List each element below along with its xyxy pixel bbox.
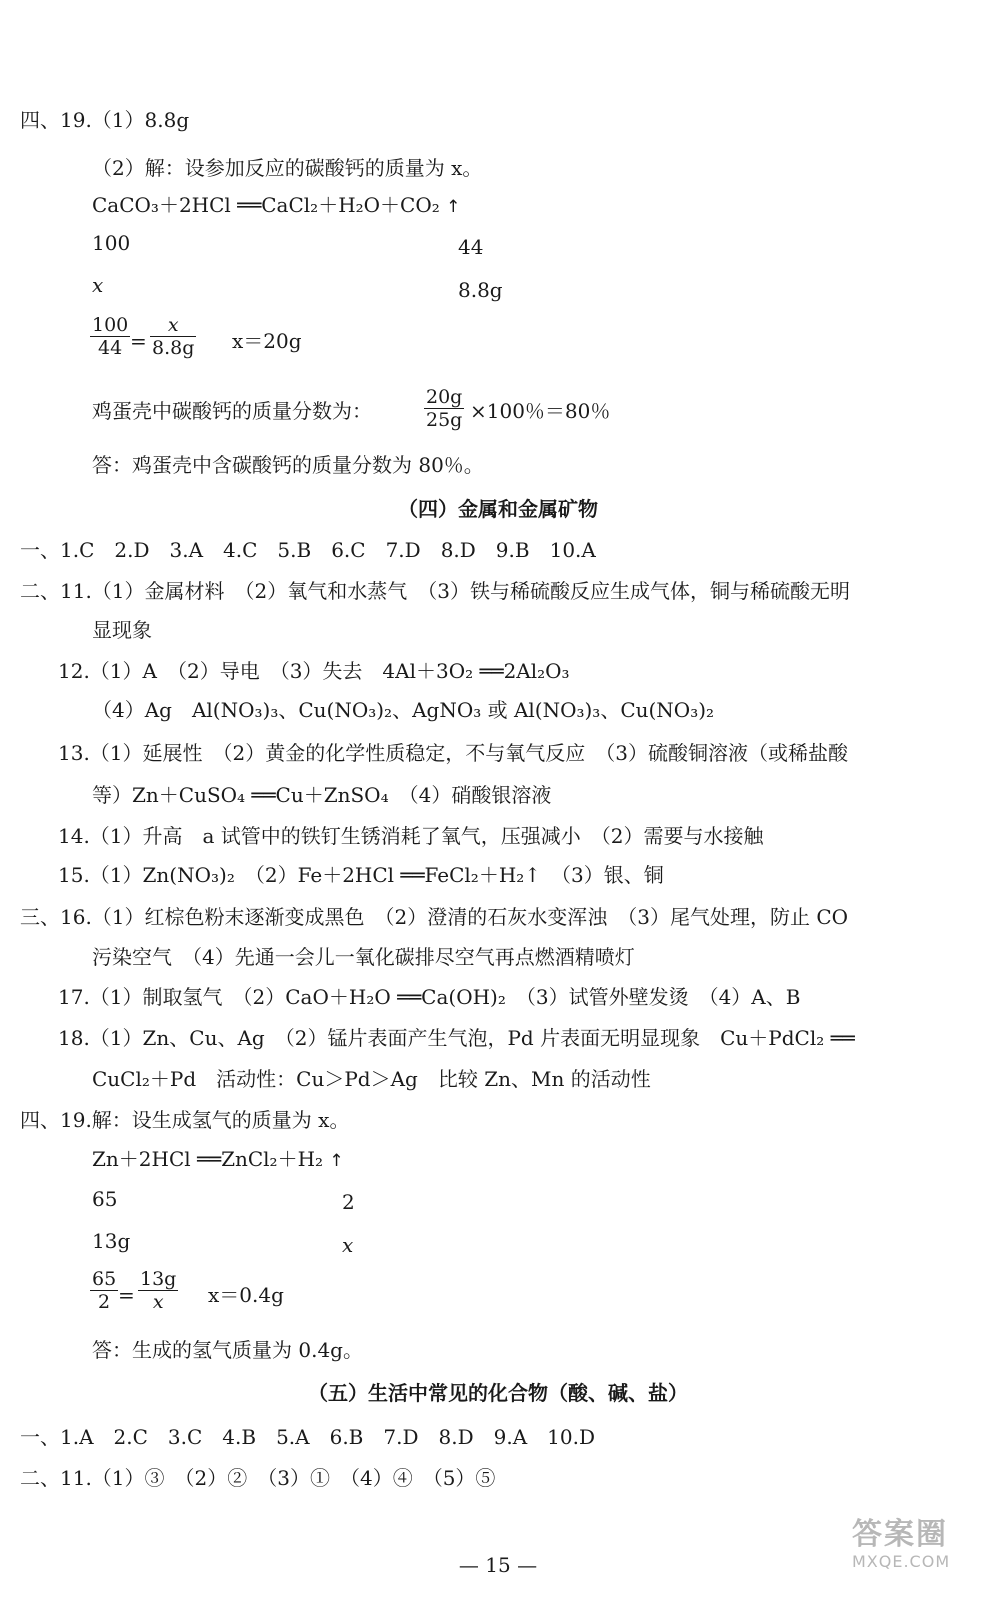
- q19-zn-intro: 四、19.解：设生成氢气的质量为 x。: [20, 1108, 350, 1132]
- watermark-logo: [852, 1518, 982, 1578]
- q16-line-2: 污染空气 （4）先通一会儿一氧化碳排尽空气再点燃酒精喷灯: [92, 945, 635, 969]
- zn-ratio-numerator-2: 13g: [140, 1268, 177, 1290]
- ratio-numerator-1: 100: [92, 314, 129, 336]
- q18-line-1: 18.（1）Zn、Cu、Ag （2）锰片表面产生气泡，Pd 片表面无明显现象 Cu＋PdCl₂ ══: [58, 1026, 855, 1050]
- equals-sign: =: [130, 329, 147, 353]
- ratio-result: x＝20g: [232, 329, 302, 353]
- q14: 14.（1）升高 a 试管中的铁钉生锈消耗了氧气，压强减小 （2）需要与水接触: [58, 824, 764, 848]
- q18-line-2: CuCl₂＋Pd 活动性：Cu＞Pd＞Ag 比较 Zn、Mn 的活动性: [92, 1067, 651, 1091]
- q19-part2: （2）解：设参加反应的碳酸钙的质量为 x。: [92, 156, 483, 180]
- caco3-mass-left-2: x: [92, 273, 104, 297]
- ratio-fraction-2: [150, 314, 196, 359]
- q12-line-2: （4）Ag Al(NO₃)₃、Cu(NO₃)₂、AgNO₃ 或 Al(NO₃)₃、Cu(NO₃)₂: [92, 698, 715, 722]
- caco3-mass-right-2: 8.8g: [458, 278, 503, 302]
- watermark-line-1: 答案圈: [852, 1517, 948, 1552]
- q19-part1: 四、19.（1）8.8g: [20, 108, 190, 132]
- q19-answer: 答：鸡蛋壳中含碳酸钙的质量分数为 80％。: [92, 453, 484, 477]
- ratio-denominator-2: 8.8g: [152, 337, 195, 359]
- zn-equation: [92, 1146, 344, 1174]
- q16-line-1: 三、16.（1）红棕色粉末逐渐变成黑色 （2）澄清的石灰水变浑浊 （3）尾气处理，防止 CO: [20, 905, 849, 929]
- zn-mass-left-1: 65: [92, 1187, 118, 1211]
- q17: 17.（1）制取氢气 （2）CaO＋H₂O ══Ca(OH)₂ （3）试管外壁发烫 （4）A、B: [58, 985, 801, 1009]
- q12-line-1: 12.（1）A （2）导电 （3）失去 4Al＋3O₂ ══2Al₂O₃: [58, 659, 570, 683]
- q13-line-2: 等）Zn＋CuSO₄ ══Cu＋ZnSO₄ （4）硝酸银溶液: [92, 783, 552, 807]
- up-arrow-icon: ↑: [446, 197, 461, 217]
- zn-ratio-result: x＝0.4g: [208, 1283, 284, 1307]
- caco3-equation-text: CaCO₃＋2HCl ══CaCl₂＋H₂O＋CO₂: [92, 193, 440, 217]
- page-number: — 15 —: [458, 1553, 538, 1577]
- q11-line-2: 显现象: [92, 618, 152, 642]
- section-5-q11: 二、11.（1）③ （2）② （3）① （4）④ （5）⑤: [20, 1466, 496, 1490]
- zn-ratio-fraction-2: [138, 1268, 178, 1313]
- ratio-fraction-1: [90, 314, 130, 359]
- q13-line-1: 13.（1）延展性 （2）黄金的化学性质稳定，不与氧气反应 （3）硫酸铜溶液（或稀盐酸: [58, 741, 848, 765]
- percent-numerator: 20g: [426, 386, 463, 408]
- zn-mass-right-2: x: [342, 1233, 354, 1257]
- zn-answer: 答：生成的氢气质量为 0.4g。: [92, 1338, 363, 1362]
- q11-line-1: 二、11.（1）金属材料 （2）氧气和水蒸气 （3）铁与稀硫酸反应生成气体，铜与稀硫酸无明: [20, 579, 850, 603]
- caco3-equation: [92, 192, 460, 220]
- ratio-denominator-1: 44: [98, 337, 123, 359]
- section-5-mc-answers: 一、1.A 2.C 3.C 4.B 5.A 6.B 7.D 8.D 9.A 10.D: [20, 1425, 595, 1449]
- zn-mass-right-1: 2: [342, 1190, 355, 1214]
- section-5-title: （五）生活中常见的化合物（酸、碱、盐）: [308, 1381, 688, 1405]
- caco3-mass-left-1: 100: [92, 231, 131, 255]
- caco3-mass-right-1: 44: [458, 235, 484, 259]
- equals-sign: =: [118, 1283, 135, 1307]
- zn-ratio-denominator-1: 2: [98, 1291, 111, 1313]
- q15: 15.（1）Zn(NO₃)₂ （2）Fe＋2HCl ══FeCl₂＋H₂↑ （3）银、铜: [58, 863, 664, 887]
- percent-denominator: 25g: [426, 409, 463, 431]
- percent-fraction: [424, 386, 464, 431]
- up-arrow-icon: ↑: [329, 1151, 344, 1171]
- zn-equation-text: Zn＋2HCl ══ZnCl₂＋H₂: [92, 1147, 324, 1171]
- watermark-line-2: MXQE.COM: [852, 1552, 951, 1571]
- section-4-title: （四）金属和金属矿物: [398, 497, 598, 521]
- zn-mass-left-2: 13g: [92, 1229, 131, 1253]
- ratio-numerator-2: x: [167, 314, 179, 336]
- percent-text: 鸡蛋壳中碳酸钙的质量分数为：: [92, 399, 372, 423]
- zn-ratio-fraction-1: [90, 1268, 118, 1313]
- zn-ratio-denominator-2: x: [152, 1291, 164, 1313]
- zn-ratio-numerator-1: 65: [92, 1268, 117, 1290]
- percent-result: ×100％＝80％: [470, 399, 611, 423]
- section-4-mc-answers: 一、1.C 2.D 3.A 4.C 5.B 6.C 7.D 8.D 9.B 10.A: [20, 538, 596, 562]
